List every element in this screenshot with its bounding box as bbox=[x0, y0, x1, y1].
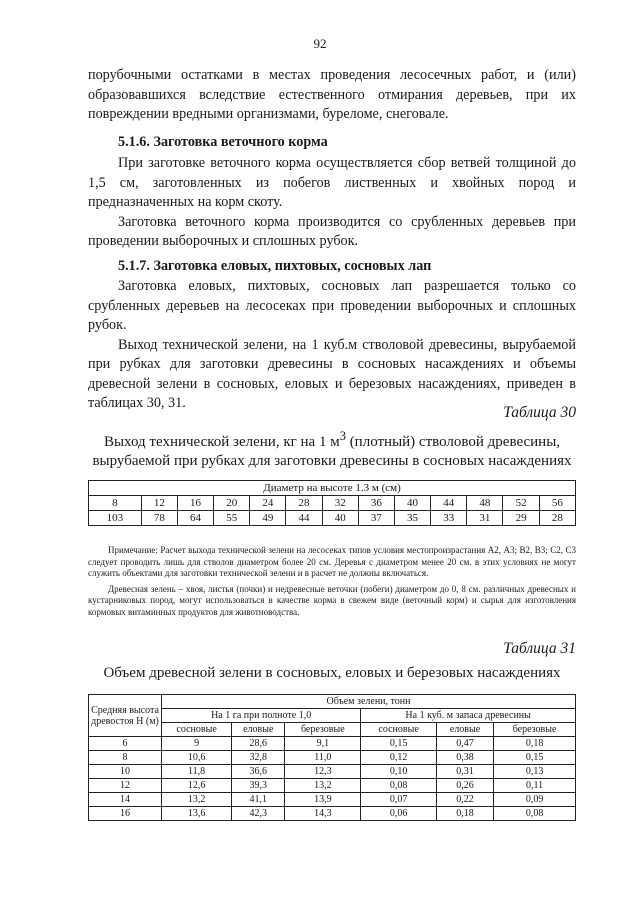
table31-group2-header: На 1 куб. м запаса древесины bbox=[361, 709, 576, 723]
section-517-body bbox=[88, 277, 576, 414]
table31-cell: 0,09 bbox=[494, 793, 576, 807]
table31-species-cell: сосновые bbox=[361, 723, 437, 737]
table31-height-header: Средняя высота древостоя Н (м) bbox=[89, 695, 162, 737]
table31-cell: 0,22 bbox=[436, 793, 493, 807]
table30-title bbox=[88, 427, 576, 471]
table31-cell: 0,11 bbox=[494, 779, 576, 793]
table31-title: Объем древесной зелени в сосновых, еловых и березовых насаждениях bbox=[103, 665, 561, 681]
table31-cell: 0,12 bbox=[361, 751, 437, 765]
table30-diameter-cell: 28 bbox=[286, 496, 322, 511]
section-516-p2: Заготовка веточного корма производится со срубленных деревьев при проведении выборочных и сплошных рубок. bbox=[88, 213, 576, 249]
table30-diameter-cell: 12 bbox=[141, 496, 177, 511]
table30-diameter-cell: 44 bbox=[431, 496, 467, 511]
table31-cell: 0,10 bbox=[361, 765, 437, 779]
table31-cell: 42,3 bbox=[232, 807, 285, 821]
table31 bbox=[88, 694, 576, 821]
table30-value-cell: 29 bbox=[503, 511, 539, 526]
table31-cell: 12 bbox=[89, 779, 162, 793]
section-517-p2: Выход технической зелени, на 1 куб.м стволовой древесины, вырубаемой при рубках для заготовки древесины в сосновых насаждениях и объемы древесной зелени в сосновых, еловых и березовых насаждениях, приведен в таблицах 30, 31. bbox=[88, 336, 576, 411]
table30-diameter-cell: 32 bbox=[322, 496, 358, 511]
table30-diameter-cell: 40 bbox=[394, 496, 430, 511]
section-516-body bbox=[88, 154, 576, 252]
table31-cell: 9,1 bbox=[285, 737, 361, 751]
table30-diameter-cell: 8 bbox=[89, 496, 142, 511]
table-row bbox=[89, 765, 576, 779]
table31-cell: 10,6 bbox=[162, 751, 232, 765]
table31-cell: 0,06 bbox=[361, 807, 437, 821]
note-1: Примечание: Расчет выхода технической зелени на лесосеках типов условия местопроизрастания А2, А3; В2, В3; С2, С3 следует проводить лишь для стволов диаметром более 20 см. Деревья с диаметром менее 20 см. в этих условиях не могут служить объектами для заготовки технической зелени и в расчет не должны включаться. bbox=[88, 545, 576, 578]
table30-value-cell: 44 bbox=[286, 511, 322, 526]
table31-cell: 41,1 bbox=[232, 793, 285, 807]
table31-cell: 0,07 bbox=[361, 793, 437, 807]
table31-cell: 10 bbox=[89, 765, 162, 779]
table31-label: Таблица 31 bbox=[503, 640, 576, 657]
table30-title-sup: 3 bbox=[339, 429, 346, 443]
table31-species-cell: сосновые bbox=[162, 723, 232, 737]
table30-header: Диаметр на высоте 1.3 м (см) bbox=[89, 481, 576, 496]
table31-cell: 0,18 bbox=[436, 807, 493, 821]
table-row bbox=[89, 779, 576, 793]
table30-value-row bbox=[89, 511, 576, 526]
table30-diameter-cell: 24 bbox=[250, 496, 286, 511]
intro-text: порубочными остатками в местах проведения лесосечных работ, и (или) образовавшихся вследствие естественного отмирания деревьев, при их повреждении вредными организмами, буреломе, снеговале. bbox=[88, 67, 576, 122]
table31-group1-header: На 1 га при полноте 1,0 bbox=[162, 709, 361, 723]
table31-cell: 12,3 bbox=[285, 765, 361, 779]
table30-value-cell: 35 bbox=[394, 511, 430, 526]
table-row bbox=[89, 807, 576, 821]
table31-cell: 11,8 bbox=[162, 765, 232, 779]
table30-value-cell: 103 bbox=[89, 511, 142, 526]
table30-notes bbox=[88, 545, 576, 622]
table31-cell: 28,6 bbox=[232, 737, 285, 751]
table31-cell: 0,47 bbox=[436, 737, 493, 751]
table30-diameter-cell: 20 bbox=[214, 496, 250, 511]
table30-value-cell: 40 bbox=[322, 511, 358, 526]
table30-label: Таблица 30 bbox=[503, 404, 576, 421]
table30-diameter-cell: 56 bbox=[539, 496, 575, 511]
section-516-heading: 5.1.6. Заготовка веточного корма bbox=[118, 134, 328, 150]
intro-paragraph bbox=[88, 66, 576, 125]
table31-cell: 13,2 bbox=[162, 793, 232, 807]
table31-cell: 0,08 bbox=[494, 807, 576, 821]
section-516-p1: При заготовке веточного корма осуществляется сбор ветвей толщиной до 1,5 см, заготовленных из побегов лиственных и хвойных пород и предназначенных на корм скоту. bbox=[88, 155, 576, 210]
table30-value-cell: 31 bbox=[467, 511, 503, 526]
table31-cell: 13,2 bbox=[285, 779, 361, 793]
table31-cell: 13,9 bbox=[285, 793, 361, 807]
table31-cell: 0,26 bbox=[436, 779, 493, 793]
table31-species-row bbox=[89, 723, 576, 737]
table31-cell: 11,0 bbox=[285, 751, 361, 765]
table30-diameter-cell: 36 bbox=[358, 496, 394, 511]
section-517-p1: Заготовка еловых, пихтовых, сосновых лап разрешается только со срубленных деревьев на лесосеках при проведении выборочных и сплошных рубок. bbox=[88, 278, 576, 333]
table31-cell: 39,3 bbox=[232, 779, 285, 793]
table31-cell: 14 bbox=[89, 793, 162, 807]
table31-cell: 0,31 bbox=[436, 765, 493, 779]
table31-cell: 13,6 bbox=[162, 807, 232, 821]
table-row bbox=[89, 793, 576, 807]
table30-value-cell: 64 bbox=[177, 511, 213, 526]
table31-cell: 0,38 bbox=[436, 751, 493, 765]
table31-cell: 16 bbox=[89, 807, 162, 821]
table30-diameter-cell: 52 bbox=[503, 496, 539, 511]
table31-cell: 12,6 bbox=[162, 779, 232, 793]
table31-species-cell: березовые bbox=[285, 723, 361, 737]
table31-cell: 14,3 bbox=[285, 807, 361, 821]
table30-title-before: Выход технической зелени, кг на 1 м bbox=[103, 434, 340, 450]
table-row bbox=[89, 751, 576, 765]
table30-value-cell: 55 bbox=[214, 511, 250, 526]
table31-cell: 0,15 bbox=[494, 751, 576, 765]
table31-species-cell: еловые bbox=[436, 723, 493, 737]
table30-diameter-row bbox=[89, 496, 576, 511]
table30-value-cell: 33 bbox=[431, 511, 467, 526]
table31-cell: 8 bbox=[89, 751, 162, 765]
table31-cell: 36,6 bbox=[232, 765, 285, 779]
table30-value-cell: 78 bbox=[141, 511, 177, 526]
table31-cell: 32,8 bbox=[232, 751, 285, 765]
table30-value-cell: 28 bbox=[539, 511, 575, 526]
table31-volume-header: Объем зелени, тонн bbox=[162, 695, 576, 709]
table30-title-after: (плотный) стволовой древесины, вырубаемой при рубках для заготовки древесины в сосновых насаждениях bbox=[92, 434, 572, 469]
note-2: Древесная зелень – хвоя, листья (почки) и недревесные веточки (побеги) диаметром до 0, 8 см. различных древесных и кустарниковых пород, могут использоваться в качестве корма в свежем виде (веточный корм) и сырья для изготовления кормовых витаминных продуктов для животноводства. bbox=[88, 583, 576, 617]
table31-cell: 6 bbox=[89, 737, 162, 751]
table31-species-cell: еловые bbox=[232, 723, 285, 737]
table30 bbox=[88, 480, 576, 526]
table31-cell: 0,08 bbox=[361, 779, 437, 793]
table30-diameter-cell: 16 bbox=[177, 496, 213, 511]
table31-cell: 0,15 bbox=[361, 737, 437, 751]
page-number: 92 bbox=[313, 36, 327, 51]
table31-cell: 9 bbox=[162, 737, 232, 751]
table30-value-cell: 37 bbox=[358, 511, 394, 526]
table31-cell: 0,18 bbox=[494, 737, 576, 751]
table-row bbox=[89, 737, 576, 751]
section-517-heading: 5.1.7. Заготовка еловых, пихтовых, сосновых лап bbox=[118, 258, 432, 274]
table30-value-cell: 49 bbox=[250, 511, 286, 526]
table31-species-cell: березовые bbox=[494, 723, 576, 737]
table31-cell: 0,13 bbox=[494, 765, 576, 779]
table30-diameter-cell: 48 bbox=[467, 496, 503, 511]
